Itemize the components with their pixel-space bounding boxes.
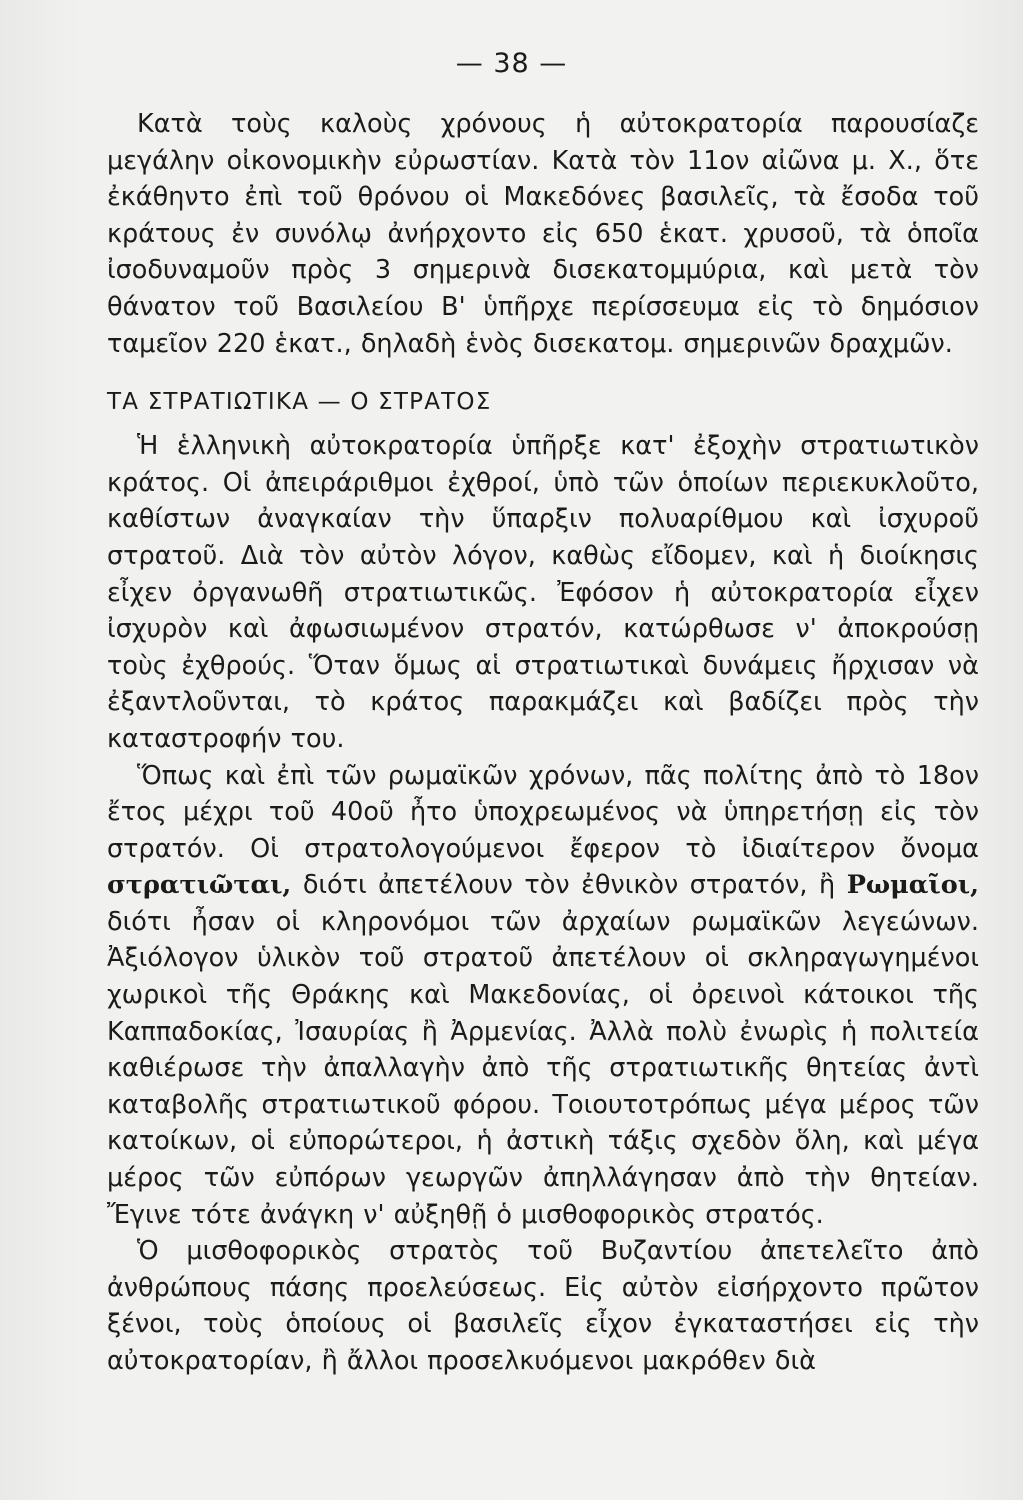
- paragraph-conscription-text-b: διότι ἀπετέλουν τὸν ἐθνικὸν στρατόν, ἢ: [302, 870, 836, 901]
- paragraph-conscription: [107, 758, 979, 1234]
- section-heading: ΤΑ ΣΤΡΑΤΙΩΤΙΚΑ — Ο ΣΤΡΑΤΟΣ: [107, 389, 492, 416]
- paragraph-economy: Κατὰ τοὺς καλοὺς χρόνους ἡ αὐτοκρατορία παρουσίαζε μεγάλην οἰκονομικὴν εὐρωστίαν. Κατὰ τὸν 11ον αἰῶνα μ. Χ., ὅτε ἐκάθηντο ἐπὶ τοῦ θρόνου οἱ Μακεδόνες βασιλεῖς, τὰ ἔσοδα τοῦ κράτους ἐν συνόλῳ ἀνήρχοντο εἰς 650 ἑκατ. χρυσοῦ, τὰ ὁποῖα ἰσοδυναμοῦν πρὸς 3 σημερινὰ δισεκατομμύρια, καὶ μετὰ τὸν θάνατον τοῦ Βασιλείου Β' ὑπῆρχε περίσσευμα εἰς τὸ δημόσιον ταμεῖον 220 ἑκατ., δηλαδὴ ἑνὸς δισεκατομ. σημερινῶν δραχμῶν.: [107, 109, 979, 359]
- term-stratiotai: στρατιῶται,: [107, 870, 292, 901]
- paragraph-military-state: Ἡ ἑλληνικὴ αὐτοκρατορία ὑπῆρξε κατ' ἐξοχὴν στρατιωτικὸν κράτος. Οἱ ἀπειράριθμοι ἐχθροί, ὑπὸ τῶν ὁποίων περιεκυκλοῦτο, καθίστων ἀναγκαίαν τὴν ὕπαρξιν πολυαρίθμου καὶ ἰσχυροῦ στρατοῦ. Διὰ τὸν αὐτὸν λόγον, καθὼς εἴδομεν, καὶ ἡ διοίκησις εἶχεν ὀργανωθῆ στρατιωτικῶς. Ἐφόσον ἡ αὐτοκρατορία εἶχεν ἰσχυρὸν καὶ ἀφωσιωμένον στρατόν, κατώρθωσε ν' ἀποκρούσῃ τοὺς ἐχθρούς. Ὅταν ὅμως αἱ στρατιωτικαὶ δυνάμεις ἤρχισαν νὰ ἐξαντλοῦνται, τὸ κράτος παρακμάζει καὶ βαδίζει πρὸς τὴν καταστροφήν του.: [107, 431, 979, 754]
- paragraph-mercenary-army: Ὁ μισθοφορικὸς στρατὸς τοῦ Βυζαντίου ἀπετελεῖτο ἀπὸ ἀνθρώπους πάσης προελεύσεως. Εἰς αὐτὸν εἰσήρχοντο πρῶτον ξένοι, τοὺς ὁποίους οἱ βασιλεῖς εἶχον ἐγκαταστήσει εἰς τὴν αὐτοκρατορίαν, ἢ ἄλλοι προσελκυόμενοι μακρόθεν διὰ: [107, 1236, 979, 1376]
- term-romaioi: Ρωμαῖοι,: [846, 870, 979, 901]
- paragraph-conscription-text-c: διότι ἦσαν οἱ κληρονόμοι τῶν ἀρχαίων ρωμαϊκῶν λεγεώνων. Ἀξιόλογον ὑλικὸν τοῦ στρατοῦ ἀπετέλουν οἱ σκληραγωγημένοι χωρικοὶ τῆς Θράκης καὶ Μακεδονίας, οἱ ὀρεινοὶ κάτοικοι τῆς Καππαδοκίας, Ἰσαυρίας ἢ Ἀρμενίας. Ἀλλὰ πολὺ ἐνωρὶς ἡ πολιτεία καθιέρωσε τὴν ἀπαλλαγὴν ἀπὸ τῆς στρατιωτικῆς θητείας ἀντὶ καταβολῆς στρατιωτικοῦ φόρου. Τοιουτοτρόπως μέγα μέρος τῶν κατοίκων, οἱ εὐπορώτεροι, ἡ ἀστικὴ τάξις σχεδὸν ὅλη, καὶ μέγα μέρος τῶν εὐπόρων γεωργῶν ἀπηλλάγησαν ἀπὸ τὴν θητείαν. Ἔγινε τότε ἀνάγκη ν' αὐξηθῇ ὁ μισθοφορικὸς στρατός.: [107, 906, 979, 1230]
- paragraph-conscription-text-a: Ὅπως καὶ ἐπὶ τῶν ρωμαϊκῶν χρόνων, πᾶς πολίτης ἀπὸ τὸ 18ον ἔτος μέχρι τοῦ 40οῦ ἦτο ὑποχρεωμένος νὰ ὑπηρετήσῃ εἰς τὸν στρατόν. Οἱ στρατολογούμενοι ἔφερον τὸ ἰδιαίτερον ὄνομα: [107, 760, 979, 864]
- page-number: — 38 —: [455, 48, 568, 79]
- page-body: [107, 106, 979, 1380]
